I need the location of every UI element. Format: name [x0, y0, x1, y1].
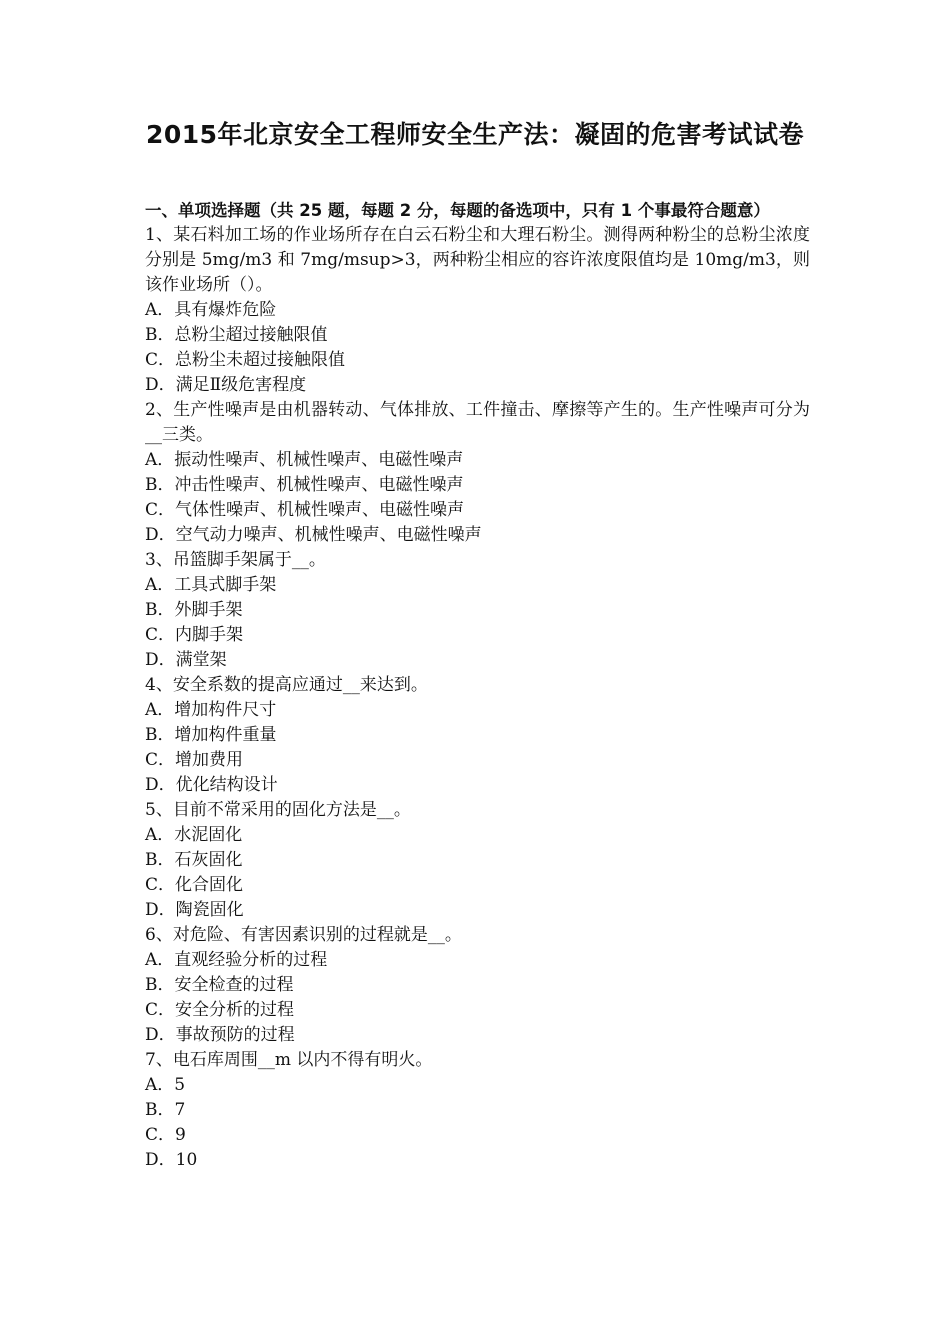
option-a: A．具有爆炸危险	[145, 300, 277, 320]
option-b: B．石灰固化	[145, 850, 243, 870]
question-stem: 1、某石料加工场的作业场所存在白云石粉尘和大理石粉尘。测得两种粉尘的总粉尘浓度分别是 5mg/m3 和 7mg/msup>3，两种粉尘相应的容许浓度限值均是 10mg/m3，则该作业场所（）。	[145, 225, 810, 295]
option-d: D．陶瓷固化	[145, 900, 244, 920]
option-a: A．振动性噪声、机械性噪声、电磁性噪声	[145, 450, 464, 470]
option-b: B．7	[145, 1100, 186, 1120]
option-d: D．优化结构设计	[145, 775, 278, 795]
option-c: C．增加费用	[145, 750, 244, 770]
option-c: C．安全分析的过程	[145, 1000, 295, 1020]
question-7	[145, 1048, 810, 1173]
document-body	[145, 198, 810, 1173]
question-stem: 3、吊篮脚手架属于__。	[145, 550, 326, 570]
option-a: A．增加构件尺寸	[145, 700, 277, 720]
option-d: D．满堂架	[145, 650, 227, 670]
option-b: B．安全检查的过程	[145, 975, 294, 995]
option-c: C．总粉尘未超过接触限值	[145, 350, 346, 370]
option-d: D．10	[145, 1150, 198, 1170]
question-stem: 7、电石库周围__m 以内不得有明火。	[145, 1050, 433, 1070]
section-heading: 一、单项选择题（共 25 题，每题 2 分，每题的备选项中，只有 1 个事最符合题意）	[145, 201, 770, 220]
option-d: D．满足Ⅱ级危害程度	[145, 375, 307, 395]
option-a: A．水泥固化	[145, 825, 243, 845]
option-c: C．9	[145, 1125, 186, 1145]
question-4	[145, 673, 810, 798]
option-b: B．冲击性噪声、机械性噪声、电磁性噪声	[145, 475, 464, 495]
option-c: C．气体性噪声、机械性噪声、电磁性噪声	[145, 500, 465, 520]
question-stem: 2、生产性噪声是由机器转动、气体排放、工件撞击、摩擦等产生的。生产性噪声可分为__三类。	[145, 400, 810, 445]
question-5	[145, 798, 810, 923]
option-b: B．外脚手架	[145, 600, 243, 620]
option-c: C．化合固化	[145, 875, 244, 895]
option-a: A．直观经验分析的过程	[145, 950, 328, 970]
option-d: D．空气动力噪声、机械性噪声、电磁性噪声	[145, 525, 482, 545]
question-3	[145, 548, 810, 673]
option-d: D．事故预防的过程	[145, 1025, 295, 1045]
option-b: B．总粉尘超过接触限值	[145, 325, 328, 345]
question-stem: 4、安全系数的提高应通过__来达到。	[145, 675, 428, 695]
option-a: A．5	[145, 1075, 186, 1095]
question-stem: 5、目前不常采用的固化方法是__。	[145, 800, 411, 820]
question-2	[145, 398, 810, 548]
option-b: B．增加构件重量	[145, 725, 277, 745]
option-a: A．工具式脚手架	[145, 575, 277, 595]
page-title: 2015年北京安全工程师安全生产法：凝固的危害考试试卷	[145, 120, 805, 149]
question-stem: 6、对危险、有害因素识别的过程就是__。	[145, 925, 462, 945]
option-c: C．内脚手架	[145, 625, 244, 645]
question-6	[145, 923, 810, 1048]
question-1	[145, 223, 810, 398]
